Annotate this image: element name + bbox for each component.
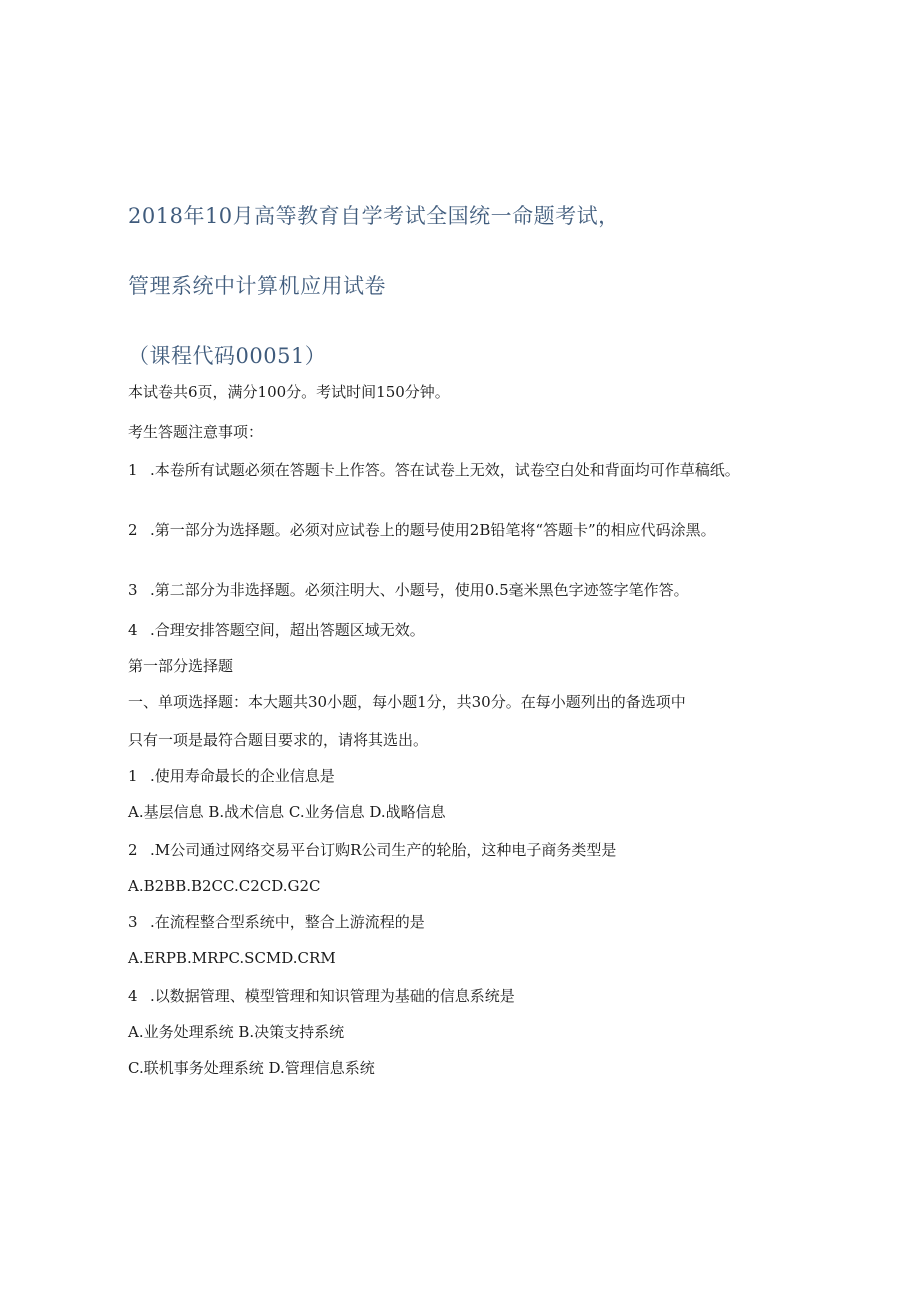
question-stem	[128, 838, 788, 862]
question-options: A.B2BB.B2CC.C2CD.G2C	[128, 877, 321, 895]
section-instructions-line2: 只有一项是最符合题目要求的，请将其选出。	[128, 731, 429, 749]
question-text: .使用寿命最长的企业信息是	[150, 767, 335, 785]
section-instructions-line1: 一、单项选择题：本大题共30小题，每小题1分，共30分。在每小题列出的备选项中	[128, 693, 686, 711]
note-text: .本卷所有试题必须在答题卡上作答。答在试卷上无效，试卷空白处和背面均可作草稿纸。	[150, 461, 740, 479]
question-options: A.基层信息 B.战术信息 C.业务信息 D.战略信息	[128, 803, 446, 821]
question-options: A.业务处理系统 B.决策支持系统	[128, 1023, 345, 1041]
note-item	[128, 518, 788, 542]
notes-heading: 考生答题注意事项：	[128, 423, 264, 441]
question-number: 4	[128, 987, 138, 1005]
note-number: 4	[128, 621, 138, 639]
question-stem	[128, 910, 788, 934]
note-item	[128, 618, 788, 642]
note-number: 2	[128, 521, 138, 539]
question-options: C.联机事务处理系统 D.管理信息系统	[128, 1059, 375, 1077]
note-text: .第一部分为选择题。必须对应试卷上的题号使用2B铅笔将“答题卡”的相应代码涂黑。	[150, 521, 716, 539]
exam-title-line2: 管理系统中计算机应用试卷	[128, 274, 386, 298]
question-stem	[128, 984, 788, 1008]
note-item	[128, 458, 788, 482]
question-number: 2	[128, 841, 138, 859]
question-number: 3	[128, 913, 138, 931]
part-one-heading: 第一部分选择题	[128, 657, 234, 675]
note-item	[128, 578, 788, 602]
question-number: 1	[128, 767, 138, 785]
note-text: .第二部分为非选择题。必须注明大、小题号，使用0.5毫米黑色字迹签字笔作答。	[150, 581, 689, 599]
question-text: .在流程整合型系统中，整合上游流程的是	[150, 913, 425, 931]
course-code: （课程代码00051）	[128, 344, 327, 368]
question-options: A.ERPB.MRPC.SCMD.CRM	[128, 949, 336, 967]
exam-title-line1: 2018年10月高等教育自学考试全国统一命题考试，	[128, 204, 620, 228]
note-number: 3	[128, 581, 138, 599]
note-text: .合理安排答题空间，超出答题区域无效。	[150, 621, 425, 639]
exam-intro: 本试卷共6页，满分100分。考试时间150分钟。	[128, 383, 450, 401]
note-number: 1	[128, 461, 138, 479]
question-text: .M公司通过网络交易平台订购R公司生产的轮胎，这种电子商务类型是	[150, 841, 617, 859]
question-stem	[128, 764, 788, 788]
question-text: .以数据管理、模型管理和知识管理为基础的信息系统是	[150, 987, 515, 1005]
